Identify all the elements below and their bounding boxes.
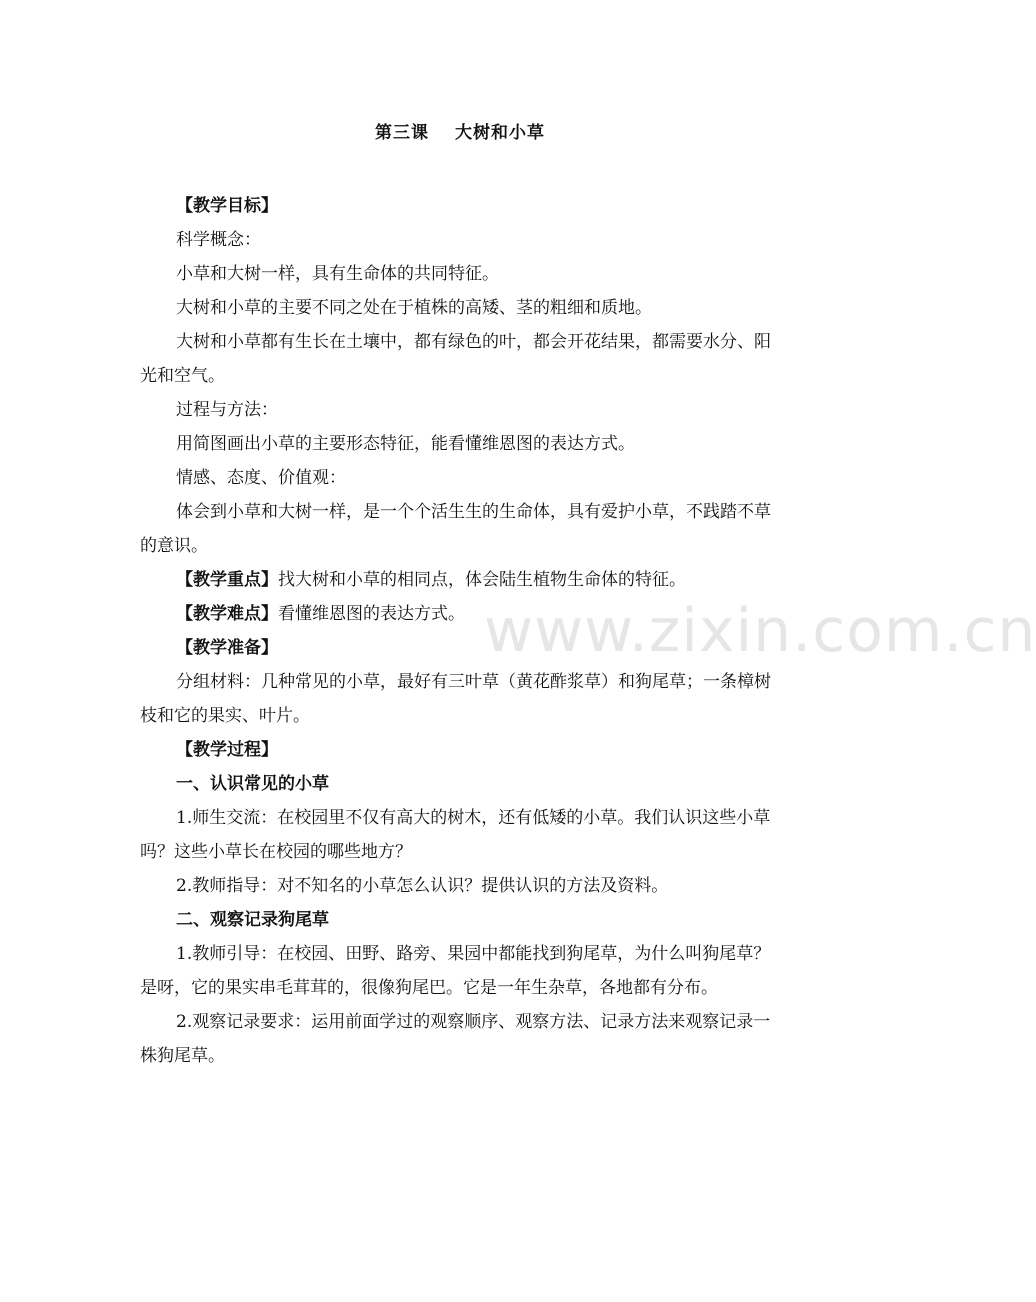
attitude-1: 体会到小草和大树一样，是一个个活生生的生命体，具有爱护小草，不践踏不草的意识。 <box>140 502 771 556</box>
part2-item-2: 2.观察记录要求：运用前面学过的观察顺序、观察方法、记录方法来观察记录一株狗尾草。 <box>140 1012 771 1066</box>
goals-heading: 【教学目标】 <box>176 196 278 216</box>
part1-item-1: 1.师生交流：在校园里不仅有高大的树木，还有低矮的小草。我们认识这些小草吗？这些小草长在校园的哪些地方？ <box>140 808 771 862</box>
part2-item-1: 1.教师引导：在校园、田野、路旁、果园中都能找到狗尾草，为什么叫狗尾草？是呀，它的果实串毛茸茸的，很像狗尾巴。它是一年生杂草，各地都有分布。 <box>140 944 771 998</box>
difficulty-heading: 【教学难点】 <box>176 604 278 624</box>
key-point <box>140 563 786 597</box>
difficulty-point <box>140 597 786 631</box>
difficulty-text: 看懂维恩图的表达方式。 <box>278 604 465 624</box>
concept-1: 小草和大树一样，具有生命体的共同特征。 <box>176 264 499 284</box>
process-method-1: 用简图画出小草的主要形态特征，能看懂维恩图的表达方式。 <box>176 434 635 454</box>
key-heading: 【教学重点】 <box>176 570 278 590</box>
lesson-name: 大树和小草 <box>455 123 545 143</box>
process-heading: 【教学过程】 <box>176 740 278 760</box>
part1-item-2: 2.教师指导：对不知名的小草怎么认识？提供认识的方法及资料。 <box>176 876 669 896</box>
part1-heading: 一、认识常见的小草 <box>176 774 329 794</box>
concept-2: 大树和小草的主要不同之处在于植株的高矮、茎的粗细和质地。 <box>176 298 652 318</box>
part2-heading: 二、观察记录狗尾草 <box>176 910 329 930</box>
lesson-number: 第三课 <box>375 123 429 143</box>
prep-heading: 【教学准备】 <box>176 638 278 658</box>
science-concept-label: 科学概念： <box>176 230 261 250</box>
concept-3: 大树和小草都有生长在土壤中，都有绿色的叶，都会开花结果，都需要水分、阳光和空气。 <box>140 332 771 386</box>
document-body <box>140 189 786 1073</box>
process-method-label: 过程与方法： <box>176 400 278 420</box>
prep-text: 分组材料：几种常见的小草，最好有三叶草（黄花酢浆草）和狗尾草；一条樟树枝和它的果实、叶片。 <box>140 672 771 726</box>
key-text: 找大树和小草的相同点，体会陆生植物生命体的特征。 <box>278 570 686 590</box>
watermark: www.zixin.com.cn <box>484 596 1036 666</box>
attitude-label: 情感、态度、价值观： <box>176 468 346 488</box>
page-title <box>0 118 920 143</box>
